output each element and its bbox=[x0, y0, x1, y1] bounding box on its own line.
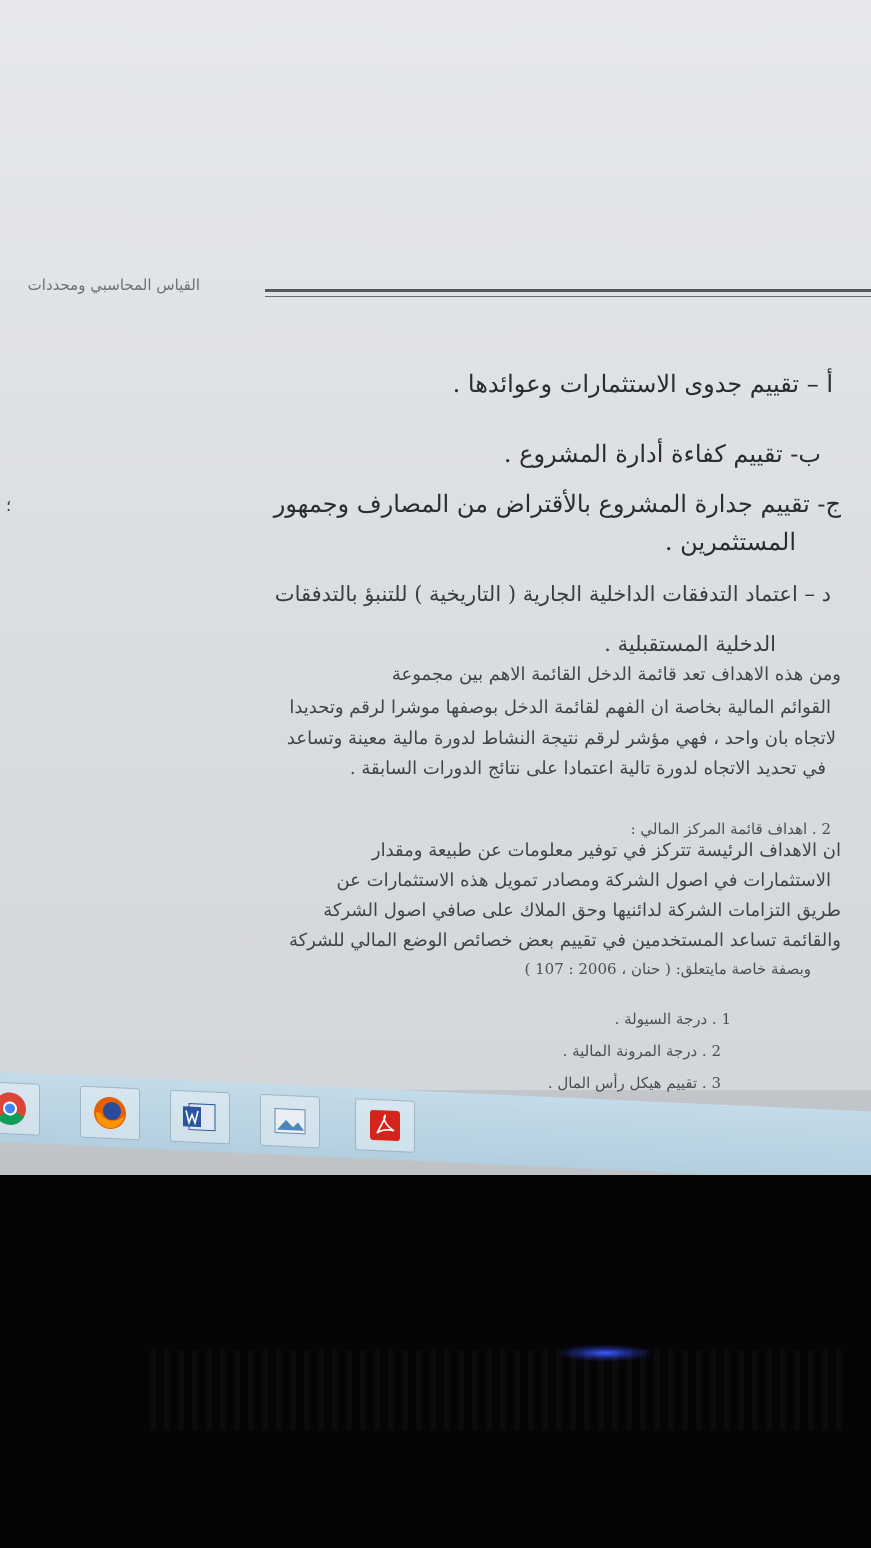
list-item-1: 1 . درجة السيولة . bbox=[614, 1010, 731, 1028]
power-led bbox=[560, 1345, 650, 1361]
margin-mark: ؛ bbox=[6, 496, 12, 515]
header-rule bbox=[265, 289, 871, 297]
chrome-icon[interactable] bbox=[0, 1081, 40, 1136]
list-item-3: 3 . تقييم هيكل رأس المال . bbox=[547, 1074, 721, 1092]
monitor-bezel bbox=[150, 1350, 850, 1430]
paragraph-line: لاتجاه بان واحد ، فهي مؤشر لرقم نتيجة النشاط لدورة مالية معينة وتساعد bbox=[286, 728, 836, 749]
firefox-icon[interactable] bbox=[80, 1086, 140, 1141]
list-item-b: ب- تقييم كفاءة أدارة المشروع . bbox=[503, 440, 821, 468]
paragraph-line: في تحديد الاتجاه لدورة تالية اعتمادا على نتائج الدورات السابقة . bbox=[349, 758, 826, 779]
paragraph-line: ان الاهداف الرئيسة تتركز في توفير معلومات عن طبيعة ومقدار bbox=[371, 840, 841, 861]
list-item-c-cont: المستثمرين . bbox=[664, 528, 796, 556]
list-item-a: أ – تقييم جدوى الاستثمارات وعوائدها . bbox=[452, 370, 833, 398]
paragraph-line: القوائم المالية بخاصة ان الفهم لقائمة الدخل بوصفها موشرا لرقم وتحديدا bbox=[289, 697, 831, 718]
list-item-c: ج- تقييم جدارة المشروع بالأقتراض من المصارف وجمهور bbox=[273, 490, 841, 518]
paragraph-line: الاستثمارات في اصول الشركة ومصادر تمويل هذه الاستثمارات عن bbox=[336, 870, 831, 891]
photos-icon[interactable] bbox=[260, 1094, 320, 1149]
list-item-d: د – اعتماد التدفقات الداخلية الجارية ( التاريخية ) للتنبؤ بالتدفقات bbox=[274, 582, 831, 606]
list-item-d-cont: الدخلية المستقبلية . bbox=[604, 632, 776, 656]
running-header-title: القياس المحاسبي ومحددات bbox=[27, 276, 200, 294]
paragraph-line: ومن هذه الاهداف تعد قائمة الدخل القائمة الاهم بين مجموعة bbox=[391, 664, 841, 685]
paragraph-line: والقائمة تساعد المستخدمين في تقييم بعض خصائص الوضع المالي للشركة bbox=[288, 930, 841, 951]
citation-line: وبصفة خاصة مايتعلق: ( حنان ، 2006 : 107 ) bbox=[524, 960, 811, 978]
pdf-icon[interactable] bbox=[355, 1098, 415, 1153]
section-heading: 2 . اهداف قائمة المركز المالي : bbox=[630, 820, 831, 838]
word-icon[interactable] bbox=[170, 1090, 230, 1145]
paragraph-line: طريق التزامات الشركة لدائنيها وحق الملاك على صافي اصول الشركة bbox=[323, 900, 841, 921]
list-item-2: 2 . درجة المرونة المالية . bbox=[562, 1042, 721, 1060]
